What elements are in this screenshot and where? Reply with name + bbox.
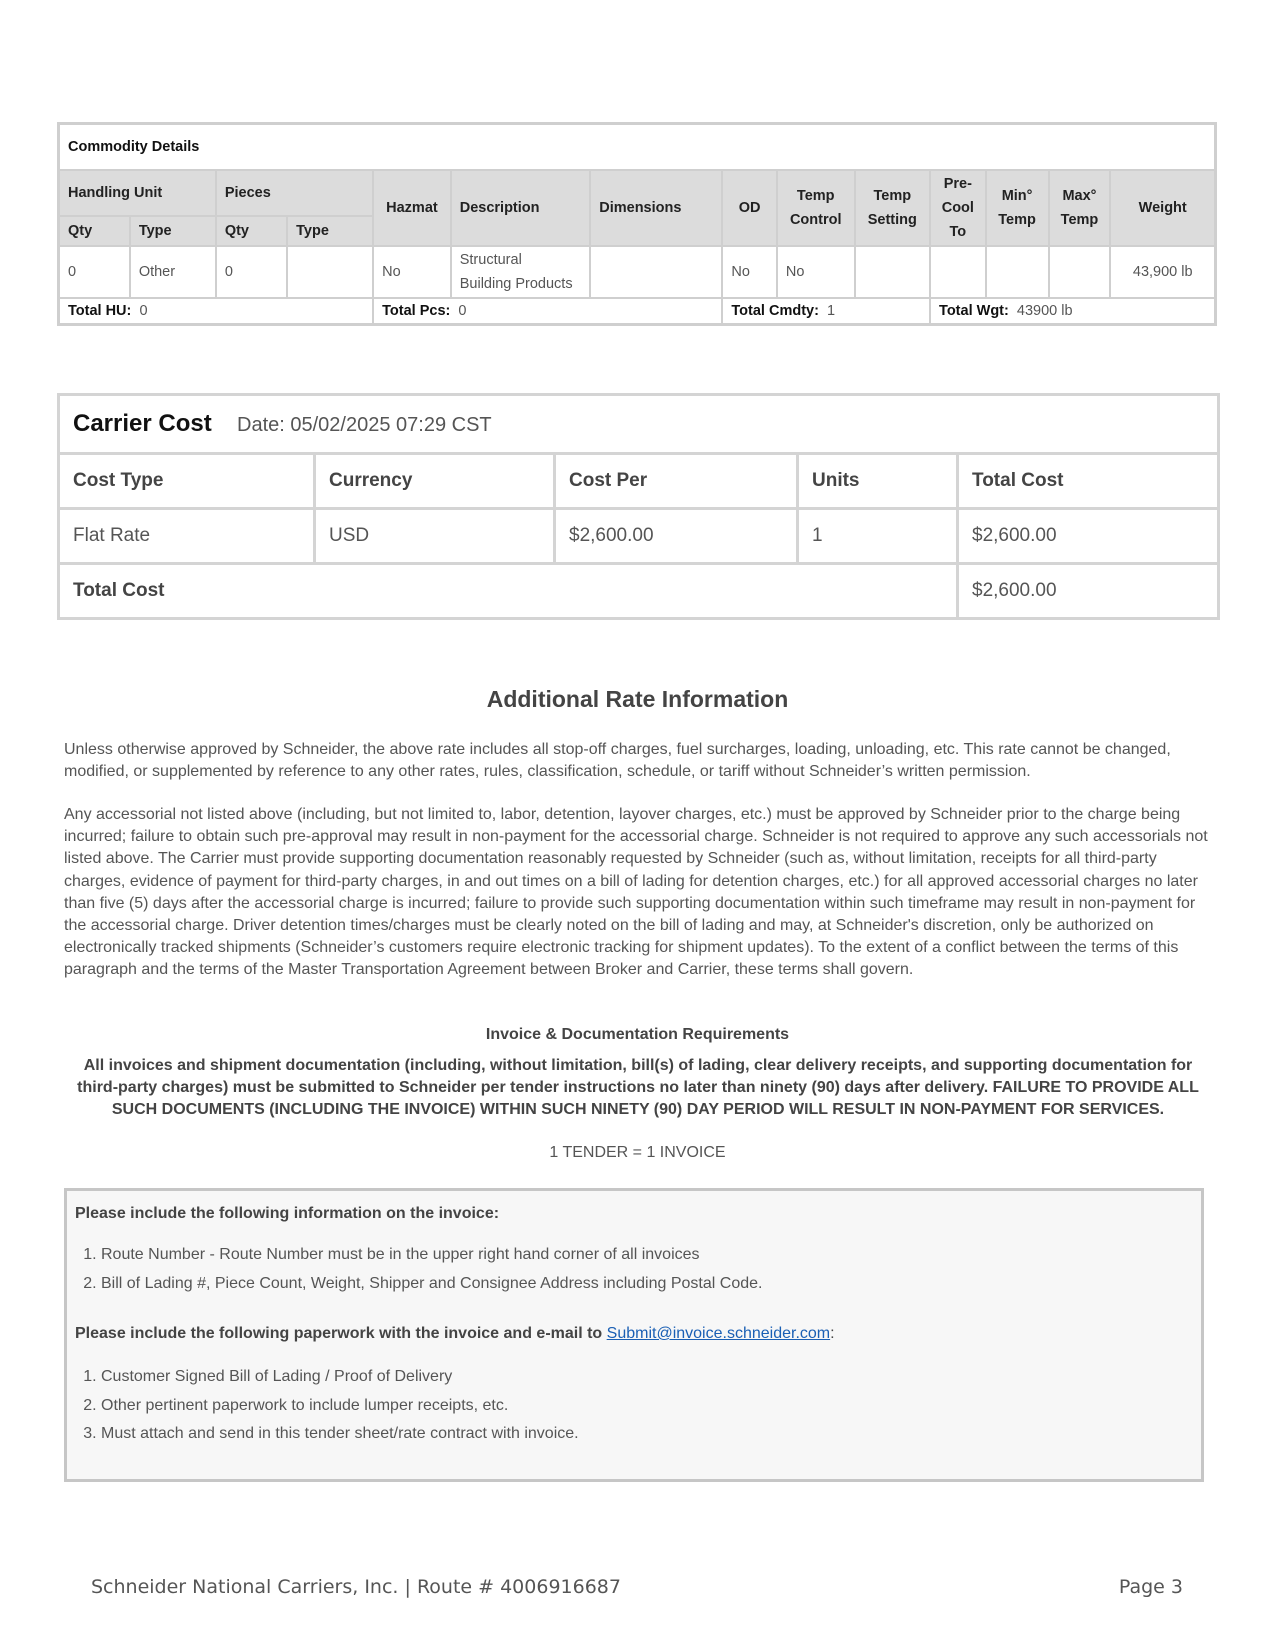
currency-header: Currency [315, 454, 555, 509]
list-item: 1. Customer Signed Bill of Lading / Proof of Delivery [101, 1363, 579, 1392]
total-cost-row [59, 564, 1219, 619]
invoice-requirements-text: All invoices and shipment documentation (including, without limitation, bill(s) of lading, clear delivery receipts, and supporting documentation for third-party charges) must be submitted to Schneider per tender instructions no later than ninety (90) days after delivery. FAILURE TO PROVIDE ALL SUCH DOCUMENTS (INCLUDING THE INVOICE) WITHIN SUCH NINETY (90) DAY PERIOD WILL RESULT IN NON-PAYMENT FOR SERVICES. [77, 1057, 1199, 1118]
od-cell: No [722, 246, 777, 298]
total-pcs-label: Total Pcs: [382, 303, 451, 319]
total-wgt-value: 43900 lb [1016, 303, 1073, 319]
cost-per-cell: $2,600.00 [555, 509, 798, 564]
carrier-cost-date: Date: 05/02/2025 07:29 CST [237, 414, 492, 436]
pre-cool-to-cell [930, 246, 986, 298]
description-cell [451, 246, 591, 298]
table-row [59, 246, 1216, 298]
total-cmdty [722, 298, 930, 325]
list-item: 1. Route Number - Route Number must be in the upper right hand corner of all invoices [101, 1241, 762, 1270]
total-hu [59, 298, 374, 325]
hu-type-cell: Other [130, 246, 216, 298]
pcs-qty-cell: 0 [216, 246, 287, 298]
pieces-header: Pieces [216, 170, 373, 216]
hu-qty-header: Qty [59, 216, 130, 246]
rate-paragraph-2: Any accessorial not listed above (including, but not limited to, labor, detention, layover charges, etc.) must be approved by Schneider prior to the charge being incurred; failure to obtain such pre-approval may result in non-payment for the accessorial charge. Schneider is not required to approve any such accessorials not listed above. The Carrier must provide supporting documentation reasonably requested by Schneider (such as, without limitation, receipts for all third-party charges, evidence of payment for third-party charges, in and out times on a bill of lading for detention charges, etc.) for all approved accessorial charges no later than five (5) days after the accessorial charge is incurred; failure to provide such supporting documentation within such timeframe may result in non-payment for the accessorial charge. Driver detention times/charges must be clearly noted on the bill of lading and may, at Schneider's discretion, only be authorized on electronically tracked shipments (Schneider’s customers require electronic tracking for shipment updates). To the extent of a conflict between the terms of this paragraph and the terms of the Master Transportation Agreement between Broker and Carrier, these terms shall govern. [64, 806, 1208, 979]
dimensions-header: Dimensions [590, 170, 722, 246]
commodity-details-table [57, 122, 1217, 326]
cost-type-header: Cost Type [59, 454, 315, 509]
hu-type-header: Type [130, 216, 216, 246]
description-line1: Structural [459, 252, 522, 268]
paperwork-list [81, 1363, 579, 1449]
carrier-cost-header [59, 395, 1219, 454]
hazmat-cell: No [373, 246, 451, 298]
handling-unit-header: Handling Unit [59, 170, 216, 216]
total-pcs-value: 0 [458, 303, 467, 319]
rate-paragraph-1: Unless otherwise approved by Schneider, the above rate includes all stop-off charges, fuel surcharges, loading, unloading, etc. This rate cannot be changed, modified, or supplemented by reference to any other rates, rules, classification, schedule, or tariff without Schneider’s written permission. [64, 741, 1171, 781]
pcs-type-header: Type [287, 216, 373, 246]
footer-company-route: Schneider National Carriers, Inc. | Route # 4006916687 [91, 1576, 621, 1598]
temp-setting-cell [855, 246, 931, 298]
list-item: 2. Bill of Lading #, Piece Count, Weight, Shipper and Consignee Address including Postal Code. [101, 1270, 762, 1299]
invoice-info-box [64, 1188, 1204, 1482]
description-header: Description [451, 170, 591, 246]
total-hu-value: 0 [139, 303, 148, 319]
table-row [59, 509, 1219, 564]
total-cost-value: $2,600.00 [958, 564, 1219, 619]
total-hu-label: Total HU: [68, 303, 132, 319]
commodity-title: Commodity Details [59, 124, 1216, 171]
submit-email-link[interactable]: Submit@invoice.schneider.com [606, 1325, 831, 1342]
weight-cell: 43,900 lb [1110, 246, 1215, 298]
paperwork-heading [75, 1325, 835, 1343]
temp-control-header: Temp Control [777, 170, 855, 246]
temp-control-cell: No [777, 246, 855, 298]
total-wgt-label: Total Wgt: [939, 303, 1009, 319]
units-cell: 1 [798, 509, 958, 564]
units-header: Units [798, 454, 958, 509]
dimensions-cell [590, 246, 722, 298]
list-item: 2. Other pertinent paperwork to include lumper receipts, etc. [101, 1392, 579, 1421]
currency-cell: USD [315, 509, 555, 564]
additional-rate-title: Additional Rate Information [486, 686, 789, 712]
cost-per-header: Cost Per [555, 454, 798, 509]
total-cost-header: Total Cost [958, 454, 1219, 509]
paperwork-heading-text: Please include the following paperwork with the invoice and e-mail to [75, 1325, 603, 1342]
carrier-cost-title: Carrier Cost [73, 410, 212, 437]
carrier-cost-table [57, 393, 1220, 620]
invoice-requirements-title: Invoice & Documentation Requirements [485, 1026, 790, 1043]
pre-cool-to-header: Pre-Cool To [930, 170, 986, 246]
temp-setting-header: Temp Setting [855, 170, 931, 246]
min-temp-cell [986, 246, 1049, 298]
info-heading: Please include the following information on the invoice: [75, 1205, 500, 1222]
tender-invoice-rule: 1 TENDER = 1 INVOICE [549, 1144, 726, 1161]
max-temp-header: Max° Temp [1049, 170, 1111, 246]
hu-qty-cell: 0 [59, 246, 130, 298]
max-temp-cell [1049, 246, 1111, 298]
min-temp-header: Min° Temp [986, 170, 1049, 246]
total-cmdty-label: Total Cmdty: [731, 303, 819, 319]
total-wgt [930, 298, 1215, 325]
totals-row [59, 298, 1216, 325]
pcs-type-cell [287, 246, 373, 298]
description-line2: Building Products [459, 276, 573, 292]
pcs-qty-header: Qty [216, 216, 287, 246]
total-pcs [373, 298, 722, 325]
info-list [81, 1241, 762, 1298]
od-header: OD [722, 170, 777, 246]
total-cost-label: Total Cost [59, 564, 958, 619]
weight-header: Weight [1110, 170, 1215, 246]
total-cost-cell: $2,600.00 [958, 509, 1219, 564]
paperwork-heading-suffix: : [830, 1325, 835, 1342]
list-item: 3. Must attach and send in this tender sheet/rate contract with invoice. [101, 1420, 579, 1449]
cost-type-cell: Flat Rate [59, 509, 315, 564]
hazmat-header: Hazmat [373, 170, 451, 246]
total-cmdty-value: 1 [826, 303, 836, 319]
footer-page-number: Page 3 [1118, 1576, 1183, 1598]
